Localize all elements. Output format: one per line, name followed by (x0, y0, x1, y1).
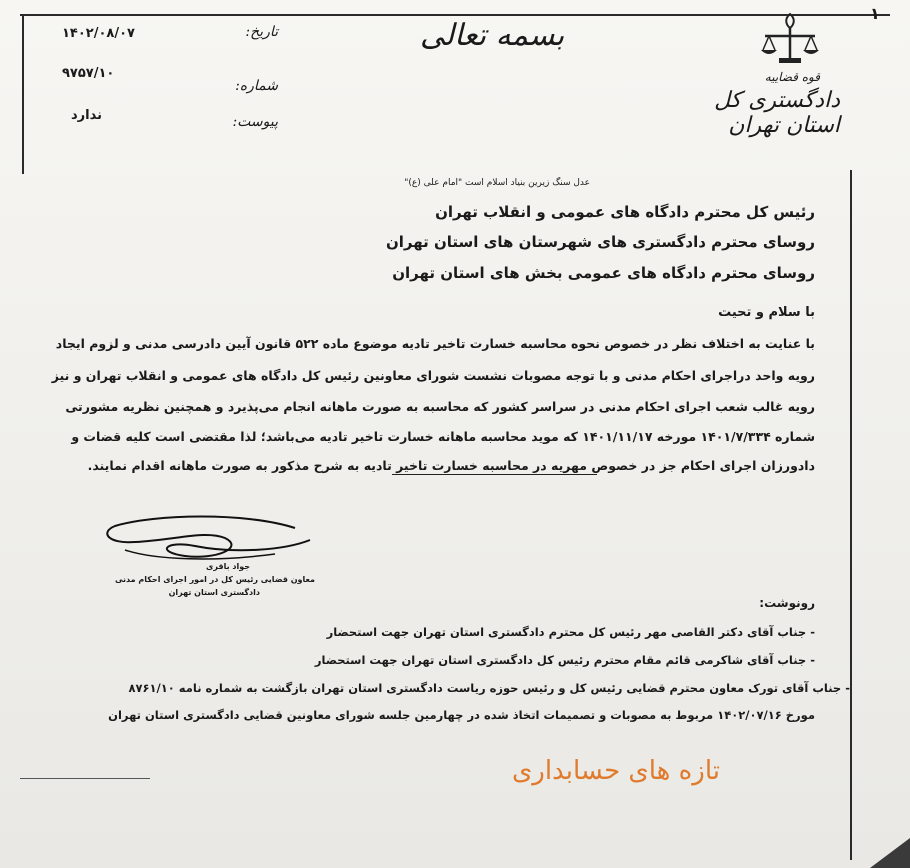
body-text-line: رویه غالب شعب اجرای احکام مدنی در سراسر کشور که محاسبه به صورت ماهانه انجام می‌پذیرد و همچنین نظریه مشورتی (65, 399, 815, 414)
basmala-calligraphy: بسمه تعالی (420, 18, 565, 53)
page-number-mark: ۱ (870, 4, 880, 23)
signatory-title-line2: دادگستری استان تهران (168, 588, 260, 597)
left-border-line (22, 14, 24, 174)
page-corner-shadow (870, 838, 910, 868)
motto-line: عدل سنگ زیرین بنیاد اسلام است "امام علی (ع)" (404, 178, 590, 188)
addressee-line: روسای محترم دادگاه های عمومی بخش های استان تهران (392, 264, 815, 282)
body-text-line: شماره ۱۴۰۱/۷/۳۳۴ مورخه ۱۴۰۱/۱۱/۱۷ که موید محاسبه ماهانه خسارت تاخیر تادیه می‌باشد؛ لذا مقتضی است کلیه قضات و (71, 429, 815, 444)
org-name-line1: قوه قضاییه (764, 70, 820, 84)
date-label: تاریخ: (245, 24, 278, 40)
signatory-name: جواد باقری (206, 562, 250, 571)
attachment-value: ندارد (70, 108, 102, 123)
cc-line: - جناب آقای شاکرمی قائم مقام محترم رئیس کل دادگستری استان تهران جهت استحضار (314, 653, 815, 667)
bottom-left-line (20, 778, 150, 779)
addressee-line: رئیس کل محترم دادگاه های عمومی و انقلاب تهران (435, 203, 815, 221)
body-text-line: دادورزان اجرای احکام جز در خصوص مهریه در محاسبه خسارت تاخیر تادیه به شرح مذکور به صورت ماهانه اقدام نمایند. (87, 458, 815, 473)
attachment-label: پیوست: (232, 114, 278, 130)
judiciary-emblem-icon (755, 10, 825, 72)
cc-heading: رونوشت: (759, 596, 815, 610)
cc-line: - جناب آقای تورک معاون محترم قضایی رئیس کل و رئیس حوزه ریاست دادگستری استان تهران بازگشت به شماره نامه ۸۷۶۱/۱۰ (128, 681, 850, 695)
cc-line: مورخ ۱۴۰۲/۰۷/۱۶ مربوط به مصوبات و تصمیمات اتخاذ شده در چهارمین جلسه شورای معاونین قضایی دادگستری استان تهران (108, 708, 815, 722)
number-label: شماره: (235, 78, 278, 94)
body-text-line: با عنایت به اختلاف نظر در خصوص نحوه محاسبه خسارت تاخیر تادیه موضوع ماده ۵۲۲ قانون آیین دادرسی مدنی و لزوم ایجاد (55, 336, 815, 351)
watermark-text: تازه های حسابداری (511, 756, 720, 786)
right-border-line (850, 170, 852, 860)
cc-line: - جناب آقای دکتر القاصی مهر رئیس کل محترم دادگستری استان تهران جهت استحضار (326, 625, 815, 639)
org-name-line2: دادگستری کل استان تهران (714, 88, 840, 138)
body-text-line: رویه واحد دراجرای احکام مدنی و با توجه مصوبات نشست شورای معاونین رئیس کل دادگاه های عمومی و انقلاب تهران و نیز (51, 368, 815, 383)
signatory-title-line1: معاون قضایی رئیس کل در امور اجرای احکام مدنی (114, 575, 315, 584)
greeting: با سلام و تحیت (718, 305, 815, 320)
underline-mark (392, 474, 597, 475)
date-value: ۱۴۰۲/۰۸/۰۷ (62, 26, 135, 41)
addressee-line: روسای محترم دادگستری های شهرستان های استان تهران (385, 233, 815, 251)
number-value: ۹۷۵۷/۱۰ (62, 66, 115, 81)
signature-scribble (95, 510, 325, 570)
